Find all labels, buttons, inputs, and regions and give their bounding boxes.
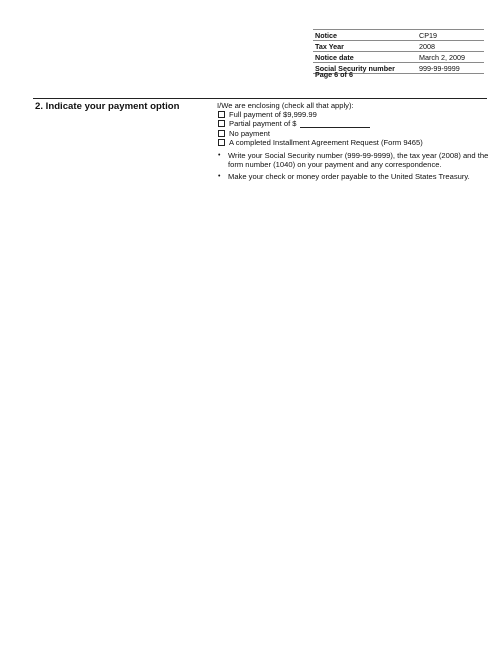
notice-row bbox=[313, 30, 484, 41]
list-item bbox=[217, 172, 489, 181]
option-full-payment[interactable] bbox=[217, 110, 489, 119]
no-payment-checkbox[interactable] bbox=[218, 130, 225, 137]
bullet-icon: • bbox=[218, 173, 221, 181]
ssn-label: Social Security number bbox=[313, 63, 417, 74]
section-divider bbox=[33, 98, 487, 99]
notice-date-row bbox=[313, 52, 484, 63]
instruction-text: Write your Social Security number (999-99-9999), the tax year (2008) and the form number (1040) on your payment and any correspondence. bbox=[228, 150, 489, 170]
payment-option-content bbox=[217, 101, 489, 185]
ssn-value: 999-99-9999 bbox=[417, 63, 484, 74]
installment-agreement-label: A completed Installment Agreement Request (Form 9465) bbox=[229, 137, 423, 147]
notice-label: Notice bbox=[313, 30, 417, 41]
tax-year-row bbox=[313, 41, 484, 52]
instruction-text: Make your check or money order payable to the United States Treasury. bbox=[228, 172, 470, 182]
page-number: Page 6 of 6 bbox=[315, 70, 353, 79]
tax-year-value: 2008 bbox=[417, 41, 484, 52]
payment-intro: I/We are enclosing (check all that apply): bbox=[217, 101, 354, 110]
option-installment-agreement[interactable] bbox=[217, 138, 489, 147]
notice-date-value: March 2, 2009 bbox=[417, 52, 484, 63]
notice-value: CP19 bbox=[417, 30, 484, 41]
section-title: 2. Indicate your payment option bbox=[35, 101, 180, 112]
installment-agreement-checkbox[interactable] bbox=[218, 139, 225, 146]
partial-payment-label: Partial payment of $ bbox=[229, 119, 297, 129]
instruction-list bbox=[217, 151, 489, 182]
option-partial-payment[interactable] bbox=[217, 119, 489, 128]
partial-payment-amount-field[interactable] bbox=[300, 120, 370, 128]
notice-date-label: Notice date bbox=[313, 52, 417, 63]
full-payment-label: Full payment of $9,999.99 bbox=[229, 110, 317, 120]
bullet-icon: • bbox=[218, 151, 221, 159]
notice-info-table bbox=[313, 29, 484, 74]
tax-year-label: Tax Year bbox=[313, 41, 417, 52]
no-payment-label: No payment bbox=[229, 128, 270, 138]
option-no-payment[interactable] bbox=[217, 129, 489, 138]
full-payment-checkbox[interactable] bbox=[218, 111, 225, 118]
partial-payment-checkbox[interactable] bbox=[218, 120, 225, 127]
list-item bbox=[217, 151, 489, 169]
